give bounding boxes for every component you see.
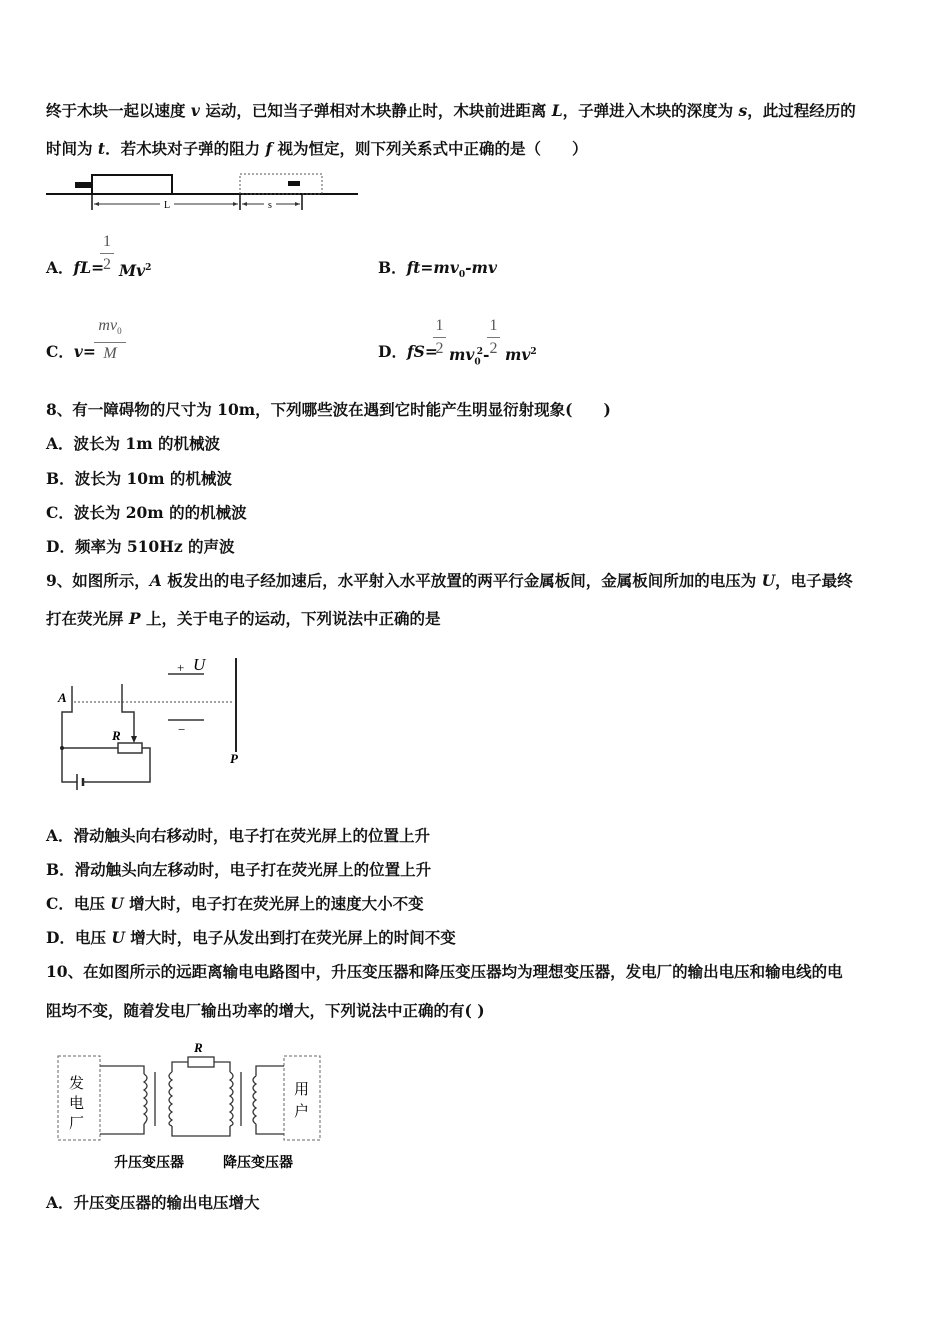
q10-stem-line2: 阻均不变，随着发电厂输出功率的增大，下列说法中正确的有( ) [46,1001,485,1020]
q7-block-figure [44,166,364,216]
q7-option-c[interactable]: C．v= [46,342,96,361]
q9-label-P: P [230,751,238,766]
q8-stem: 8、有一障碍物的尺寸为 10m，下列哪些波在遇到它时能产生明显衍射现象( ) [46,400,611,419]
q9-option-b[interactable]: B．滑动触头向左移动时，电子打在荧光屏上的位置上升 [46,860,432,879]
q10-option-a[interactable]: A．升压变压器的输出电压增大 [46,1193,260,1212]
q9-plus: + [177,660,185,675]
q10-user-char2: 户 [294,1104,310,1120]
q10-stem-line1: 10、在如图所示的远距离输电电路图中，升压变压器和降压变压器均为理想变压器，发电厂的输出电压和输电线的电 [46,962,843,981]
q9-label-U: U [193,655,206,674]
q9-minus: − [178,722,186,737]
q7-label-L: L [163,200,171,211]
q10-plant-char3: 厂 [69,1116,85,1132]
q10-plant-char1: 发 [69,1076,85,1092]
q8-option-a[interactable]: A．波长为 1m 的机械波 [46,434,221,453]
q9-circuit-figure [50,650,260,800]
q7-option-d-term2: $mv^2$ [505,345,537,365]
q10-transmission-figure [56,1036,326,1176]
q9-stem-line2: 打在荧光屏 P 上，关于电子的运动，下列说法中正确的是 [46,609,441,628]
q7-option-b[interactable]: B．$ft=mv_0-mv$ [378,258,497,281]
q10-step-up-label: 升压变压器 [114,1156,184,1171]
q7-label-s: s [268,200,272,211]
q7-option-d-fraction2: 1 2 [487,317,500,358]
q8-option-b[interactable]: B．波长为 10m 的机械波 [46,469,232,488]
q7-option-a[interactable]: A．fL= [46,258,105,277]
q10-plant-char2: 电 [69,1096,85,1112]
q7-option-d-term1: $mv_0^2-$ [449,345,490,368]
q8-option-d[interactable]: D．频率为 510Hz 的声波 [46,537,235,556]
q8-option-c[interactable]: C．波长为 20m 的的机械波 [46,503,247,522]
q7-option-d[interactable]: D．fS= [378,342,438,361]
q7-option-a-fraction: 1 2 [100,233,114,274]
q9-label-R: R [112,728,121,743]
q9-option-d[interactable]: D．电压 U 增大时，电子从发出到打在荧光屏上的时间不变 [46,928,456,947]
q10-step-down-label: 降压变压器 [223,1156,293,1171]
q10-label-R: R [194,1040,203,1055]
q9-option-c[interactable]: C．电压 U 增大时，电子打在荧光屏上的速度大小不变 [46,894,424,913]
q7-stem-line1: 终于木块一起以速度 v 运动，已知当子弹相对木块静止时，木块前进距离 L，子弹进入木块的深度为 s，此过程经历的 [46,101,856,120]
q10-user-char1: 用 [294,1082,310,1098]
q7-option-c-fraction: $mv_0$ M [94,317,126,363]
q7-option-d-fraction1: 1 2 [433,317,446,358]
q7-stem-line2: 时间为 t．若木块对子弹的阻力 f 视为恒定，则下列关系式中正确的是（ ） [46,139,588,158]
q9-option-a[interactable]: A．滑动触头向右移动时，电子打在荧光屏上的位置上升 [46,826,431,845]
q7-option-a-rhs: Mv$^2$ [119,261,152,281]
q9-stem-line1: 9、如图所示，A 板发出的电子经加速后，水平射入水平放置的两平行金属板间，金属板间所加的电压为 U，电子最终 [46,571,853,590]
q9-label-A: A [58,690,67,705]
